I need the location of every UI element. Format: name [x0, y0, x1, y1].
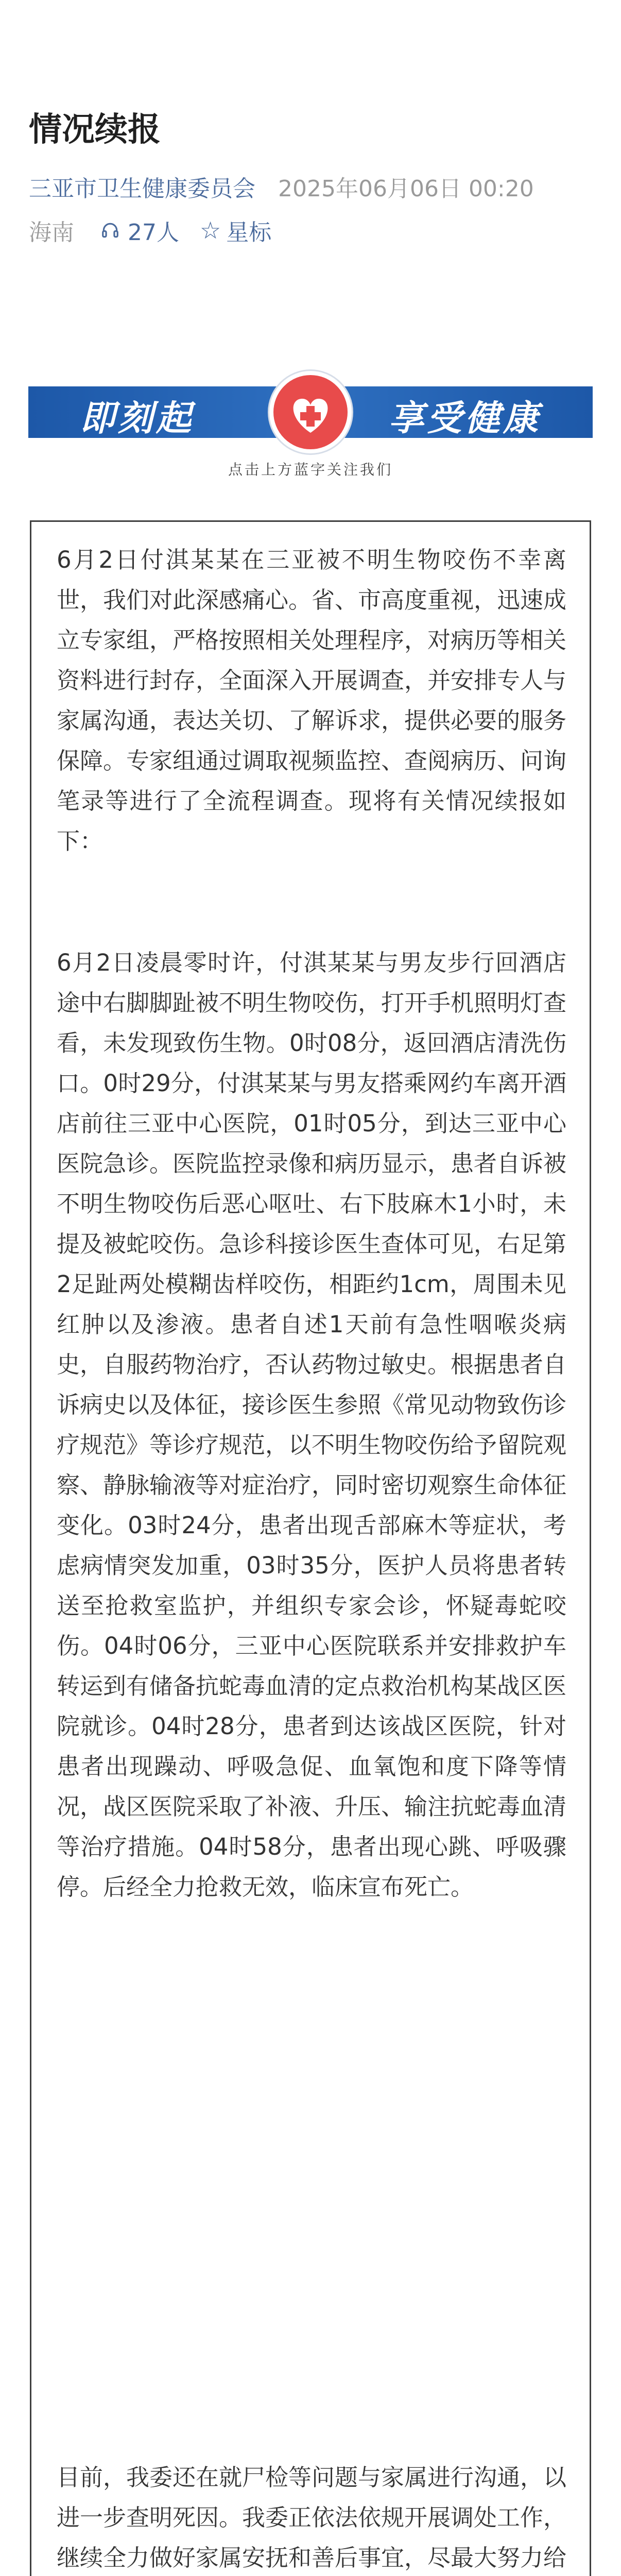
header-banner [28, 371, 593, 453]
listen-count: 27人 [128, 219, 179, 246]
publish-datetime: 2025年06月06日 00:20 [278, 176, 534, 202]
star-label: 星标 [226, 219, 272, 246]
headphones-icon [100, 221, 120, 240]
star-icon: ☆ [200, 216, 221, 244]
article-meta [29, 170, 534, 203]
location-label: 海南 [29, 219, 74, 246]
article-paragraph-3: 目前，我委还在就尸检等问题与家属进行沟通，以进一步查明死因。我委正依法依规开展调处工作，继续全力做好家属安抚和善后事宜，尽最大努力给 [57, 2464, 567, 2571]
article-paragraph-2: 6月2日凌晨零时许，付淇某某与男友步行回酒店途中右脚脚趾被不明生物咬伤，打开手机照明灯查看，未发现致伤生物。0时08分，返回酒店清洗伤口。0时29分，付淇某某与男友搭乘网约车离开酒店前往三亚中心医院，01时05分，到达三亚中心医院急诊。医院监控录像和病历显示，患者自诉被不明生物咬伤后恶心呕吐、右下肢麻木1小时，未提及被蛇咬伤。急诊科接诊医生查体可见，右足第2足趾两处模糊齿样咬伤，相距约1cm，周围未见红肿以及渗液。患者自述1天前有急性咽喉炎病史，自服药物治疗，否认药物过敏史。根据患者自诉病史以及体征，接诊医生参照《常见动物致伤诊疗规范》等诊疗规范，以不明生物咬伤给予留院观察、静脉输液等对症治疗，同时密切观察生命体征变化。03时24分，患者出现舌部麻木等症状，考虑病情突发加重，03时35分，医护人员将患者转送至抢救室监护，并组织专家会诊，怀疑毒蛇咬伤。04时06分，三亚中心医院联系并安排救护车转运到有储备抗蛇毒血清的定点救治机构某战区医院就诊。04时28分，患者到达该战区医院，针对患者出现躁动、呼吸急促、血氧饱和度下降等情况，战区医院采取了补液、升压、输注抗蛇毒血清等治疗措施。04时58分，患者出现心跳、呼吸骤停。后经全力抢救无效，临床宣布死亡。 [57, 949, 567, 1901]
star-button[interactable] [200, 214, 271, 247]
article-paragraph-1: 6月2日付淇某某在三亚被不明生物咬伤不幸离世，我们对此深感痛心。省、市高度重视，迅速成立专家组，严格按照相关处理程序，对病历等相关资料进行封存，全面深入开展调查，并安排专人与家属沟通，表达关切、了解诉求，提供必要的服务保障。专家组通过调取视频监控、查阅病历、问询笔录等进行了全流程调查。现将有关情况续报如下： [57, 546, 567, 855]
banner-right-text: 享受健康 [389, 398, 542, 439]
article-meta-secondary [29, 214, 271, 247]
account-name-link[interactable]: 三亚市卫生健康委员会 [29, 176, 255, 202]
banner-left-text: 即刻起 [80, 398, 195, 439]
page-title: 情况续报 [29, 111, 161, 149]
heart-cross-icon [269, 371, 352, 453]
banner-subtitle: 点击上方蓝字关注我们 [228, 461, 393, 478]
listen-button[interactable] [100, 214, 179, 247]
